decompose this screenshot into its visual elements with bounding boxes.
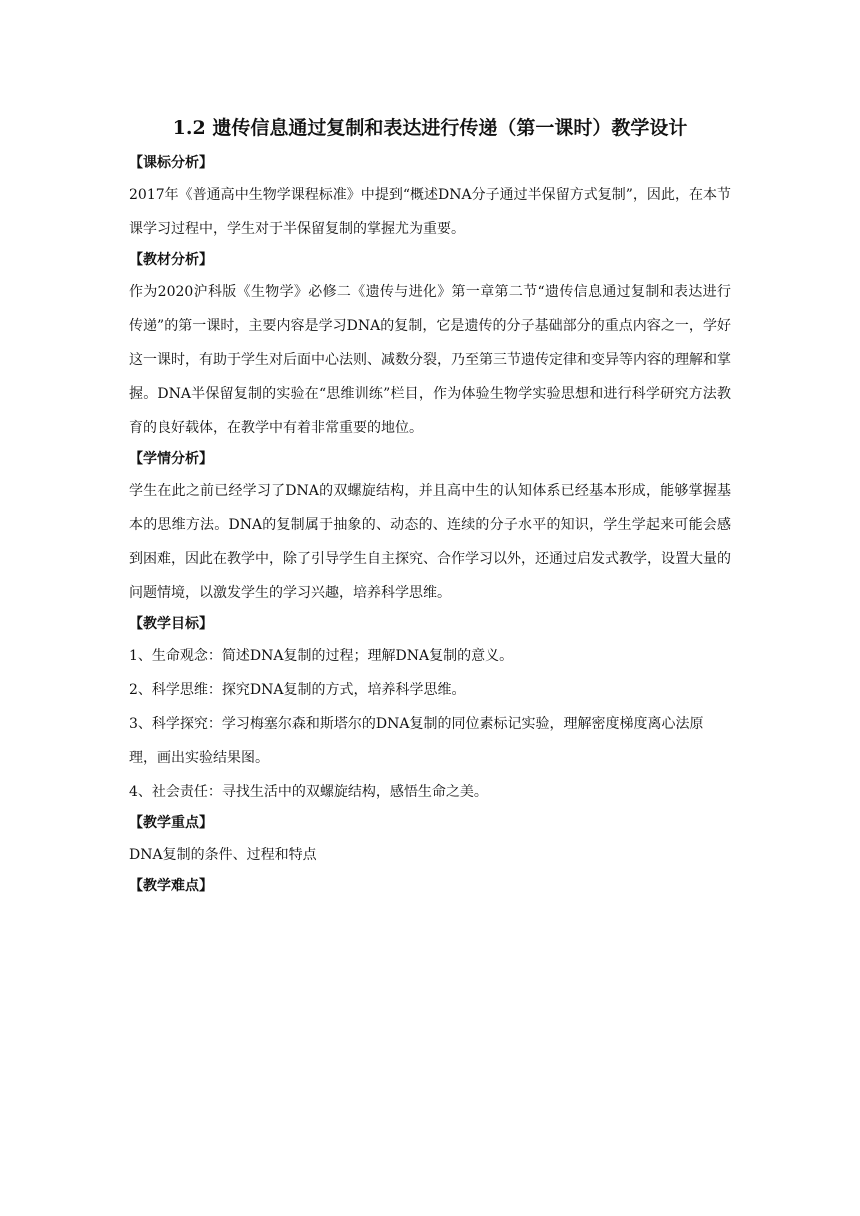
section-heading-textbook: 【教材分析】: [129, 252, 213, 268]
section-heading-objectives: 【教学目标】: [129, 616, 213, 632]
section-key-points: [129, 809, 731, 872]
objective-item: 1、生命观念：简述DNA复制的过程；理解DNA复制的意义。: [129, 648, 514, 664]
section-heading-difficulties: 【教学难点】: [129, 878, 213, 894]
section-body-students: 学生在此之前已经学习了DNA的双螺旋结构，并且高中生的认知体系已经基本形成，能够掌握基本的思维方法。DNA的复制属于抽象的、动态的、连续的分子水平的知识，学生学起来可能会感到困难，因此在教学中，除了引导学生自主探究、合作学习以外，还通过启发式教学，设置大量的问题情境，以激发学生的学习兴趣，培养科学思维。: [129, 483, 731, 601]
section-objectives: [129, 610, 731, 809]
section-curriculum: [129, 149, 731, 246]
objective-item: 2、科学思维：探究DNA复制的方式，培养科学思维。: [129, 682, 466, 698]
section-textbook: [129, 246, 731, 445]
section-body-key-points: DNA复制的条件、过程和特点: [129, 847, 317, 863]
section-students: [129, 445, 731, 610]
document-title: 1.2 遗传信息通过复制和表达进行传递（第一课时）教学设计: [172, 117, 688, 139]
section-difficulties: [129, 872, 731, 901]
section-heading-students: 【学情分析】: [129, 451, 213, 467]
section-body-textbook: 作为2020沪科版《生物学》必修二《遗传与进化》第一章第二节“遗传信息通过复制和表达进行传递”的第一课时，主要内容是学习DNA的复制，它是遗传的分子基础部分的重点内容之一，学好这一课时，有助于学生对后面中心法则、减数分裂，乃至第三节遗传定律和变异等内容的理解和掌握。DNA半保留复制的实验在“思维训练”栏目，作为体验生物学实验思想和进行科学研究方法教育的良好载体，在教学中有着非常重要的地位。: [129, 284, 731, 436]
objective-item: 4、社会责任：寻找生活中的双螺旋结构，感悟生命之美。: [129, 784, 488, 800]
objective-item: 3、科学探究：学习梅塞尔森和斯塔尔的DNA复制的同位素标记实验，理解密度梯度离心法原理，画出实验结果图。: [129, 716, 704, 766]
section-body-curriculum: 2017年《普通高中生物学课程标准》中提到“概述DNA分子通过半保留方式复制”，因此，在本节课学习过程中，学生对于半保留复制的掌握尤为重要。: [129, 187, 731, 237]
document-body: [129, 149, 731, 901]
section-heading-curriculum: 【课标分析】: [129, 155, 213, 171]
section-heading-key-points: 【教学重点】: [129, 815, 213, 831]
